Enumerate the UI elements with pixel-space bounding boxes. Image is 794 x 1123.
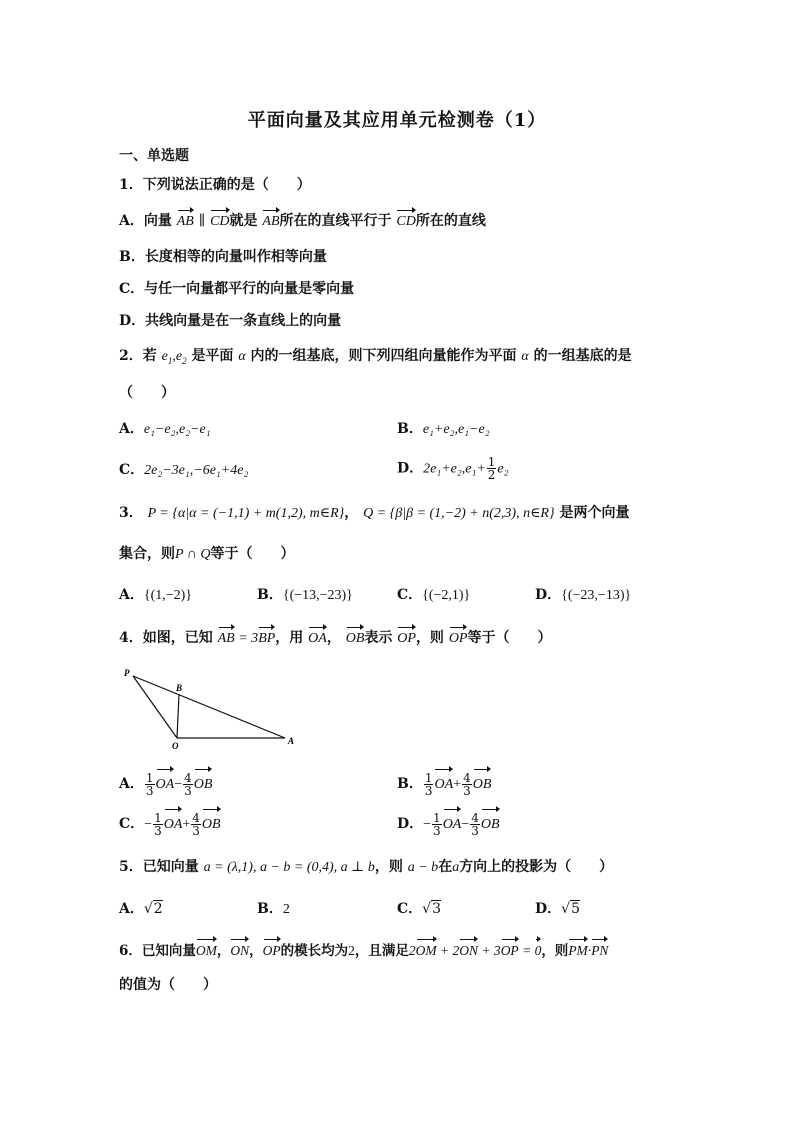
page-title: 平面向量及其应用单元检测卷（1） [247,110,547,131]
q1-option-a: A．向量 AB ∥ CD就是 AB所在的直线平行于 CD所在的直线 [119,211,486,232]
q1-option-b: B．长度相等的向量叫作相等向量 [119,249,327,265]
vector-cd: CD [210,212,229,232]
set-p: P = {α|α = (−1,1) + m(1,2), m∈R} [147,506,345,521]
q1-option-c: C．与任一向量都平行的向量是零向量 [119,281,355,297]
q4-option-b: B． $\frac{1}{3}$ OA+ $\frac{4}{3}$ OB [397,770,492,798]
q3-option-d: D．{(−23,−13)} [535,587,632,603]
vector-ab: AB [177,212,194,232]
vector-cd-2: CD [396,212,415,232]
q4-option-a: A． $\frac{1}{3}$ OA− $\frac{4}{3}$ OB [119,770,213,798]
q2-stem: 2．若 $e_1,e_2$ 是平面 α 内的一组基底，则下列四组向量能作为平面 α 的一组基底的是 [119,348,632,366]
q2-option-c: C．2e₂−3e₁,−6e₁+4e₂ [119,462,249,478]
basis-e1-e2: $e_1,e_2$ [161,349,187,366]
q4-option-c: C．− $\frac{1}{3}$ OA+ $\frac{4}{3}$ OB [119,810,221,838]
q2-paren: （ ） [119,385,175,401]
label-a: A [288,736,295,746]
q3-option-c: C．{(−2,1)} [397,587,471,603]
q5-option-d: D．√5 [535,901,580,917]
fraction-one-half: $\frac{1}{2}$ [487,455,496,482]
q3-stem: 3． P = {α|α = (−1,1) + m(1,2), m∈R}， Q = {β|β = (1,−2) + n(2,3), n∈R} 是两个向量 [119,505,630,521]
q4-stem: 4．如图，已知 AB = 3BP，用 OA， OB表示 OP，则 OP等于（ ） [119,628,551,649]
vector-ab-2: AB [262,212,279,232]
label-b: B [176,683,183,693]
label-o: O [172,741,179,751]
q1-option-d: D．共线向量是在一条直线上的向量 [119,313,342,329]
set-q: Q = {β|β = (1,−2) + n(2,3), n∈R} [363,506,555,521]
q4-option-d: D．− $\frac{1}{3}$ OA− $\frac{4}{3}$ OB [397,810,500,838]
triangle-figure [119,664,309,754]
q3-option-b: B．{(−13,−23)} [257,587,353,603]
section-heading: 一、单选题 [119,148,189,164]
q6-stem-line2: 的值为（ ） [119,977,217,993]
segment-pa [133,676,285,738]
sqrt-sign: √2 [143,901,163,917]
q2-option-a: A．e₁−e₂,e₂−e₁ [119,421,211,437]
q5-option-b: B．2 [257,901,290,917]
q5-option-c: C．√3 [397,901,441,917]
q5-stem: 5．已知向量 a = (λ,1), a − b = (0,4), a ⊥ b，则 a − b在a方向上的投影为（ ） [119,859,614,875]
q2-option-d: D．2e₁+e₂,e₁+ $\frac{1}{2}$ e₂ [397,455,509,482]
q1-stem: 1．下列说法正确的是（ ） [119,177,311,193]
label-p: P [124,668,130,678]
q6-stem: 6．已知向量OM，ON，OP的模长均为2，且满足2OM + 2ON + 3OP = 0，则PM·PN [119,943,609,959]
q6-equation: 2OM + 2ON + 3OP = 0 [409,943,541,958]
q5-condition: a = (λ,1), a − b = (0,4), a ⊥ b [203,860,375,875]
q5-option-a: A．√2 [119,901,163,917]
q3-option-a: A．{(1,−2)} [119,587,193,603]
eq-ab-3bp: AB = 3BP [218,631,276,646]
q3-stem-line2: 集合，则P ∩ Q等于（ ） [119,546,295,562]
q2-option-b: B．e₁+e₂,e₁−e₂ [397,421,490,437]
segment-ob [177,694,179,738]
q6-product: PM·PN [568,943,608,958]
